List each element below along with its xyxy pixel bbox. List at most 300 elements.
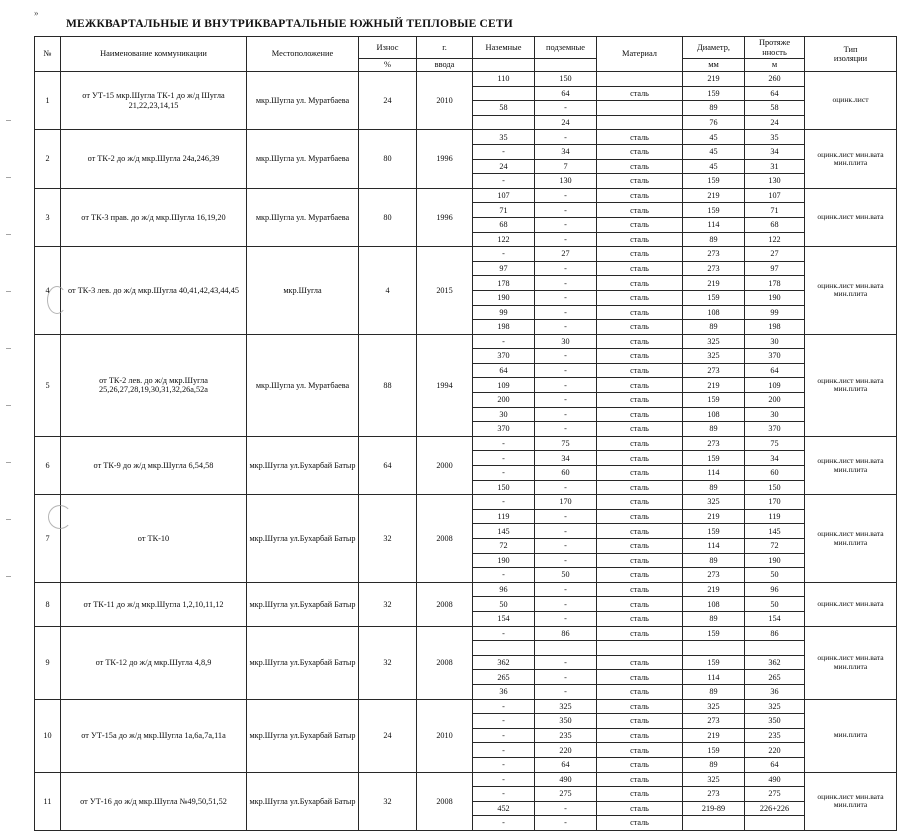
cell-overground: 110 (473, 72, 535, 87)
cell-overground: 109 (473, 378, 535, 393)
cell-length: 72 (745, 539, 805, 554)
table-row (35, 247, 897, 262)
cell-length: 109 (745, 378, 805, 393)
cell-material: сталь (597, 276, 683, 291)
cell-overground: 96 (473, 582, 535, 597)
cell-underground: 325 (535, 699, 597, 714)
cell-location: мкр.Шугла ул.Бухарбай Батыр (247, 582, 359, 626)
cell-diameter: 159 (683, 655, 745, 670)
cell-overground: - (473, 451, 535, 466)
table-body (35, 72, 897, 831)
cell-overground: 370 (473, 422, 535, 437)
th-length-line1: Протяже (758, 38, 791, 48)
cell-year: 2008 (417, 495, 473, 583)
cell-length: 96 (745, 582, 805, 597)
cell-length: 64 (745, 86, 805, 101)
cell-length: 119 (745, 509, 805, 524)
th-location: Местоположение (247, 37, 359, 72)
cell-diameter: 89 (683, 101, 745, 116)
cell-year: 2010 (417, 72, 473, 130)
cell-overground: 122 (473, 232, 535, 247)
cell-material: сталь (597, 728, 683, 743)
cell-diameter: 219 (683, 582, 745, 597)
cell-overground: 452 (473, 801, 535, 816)
cell-length: 200 (745, 393, 805, 408)
cell-overground: - (473, 699, 535, 714)
cell-diameter: 325 (683, 349, 745, 364)
cell-location: мкр.Шугла ул. Муратбаева (247, 130, 359, 188)
table-row (35, 772, 897, 787)
cell-insulation: оцинк.лист мин.вата мин.плита (805, 626, 897, 699)
cell-underground: - (535, 349, 597, 364)
cell-underground: - (535, 101, 597, 116)
cell-length: 325 (745, 699, 805, 714)
cell-material: сталь (597, 334, 683, 349)
cell-underground: - (535, 582, 597, 597)
cell-diameter: 159 (683, 524, 745, 539)
cell-overground: - (473, 495, 535, 510)
cell-material: сталь (597, 495, 683, 510)
cell-diameter: 273 (683, 247, 745, 262)
table-row (35, 334, 897, 349)
cell-name: от ТК-9 до ж/д мкр.Шугла 6,54,58 (61, 436, 247, 494)
cell-overground: 362 (473, 655, 535, 670)
cell-diameter: 45 (683, 159, 745, 174)
cell-insulation: оцинк.лист (805, 72, 897, 130)
cell-length: 150 (745, 480, 805, 495)
cell-diameter: 89 (683, 684, 745, 699)
cell-material: сталь (597, 217, 683, 232)
cell-diameter: 325 (683, 699, 745, 714)
cell-material: сталь (597, 247, 683, 262)
cell-material: сталь (597, 699, 683, 714)
cell-length: 265 (745, 670, 805, 685)
cell-length: 190 (745, 553, 805, 568)
cell-length: 31 (745, 159, 805, 174)
cell-underground: - (535, 203, 597, 218)
cell-insulation: оцинк.лист мин.вата (805, 582, 897, 626)
cell-length: 24 (745, 115, 805, 130)
cell-material: сталь (597, 232, 683, 247)
cell-length: 75 (745, 436, 805, 451)
cell-length: 198 (745, 320, 805, 335)
cell-insulation: оцинк.лист мин.вата мин.плита (805, 436, 897, 494)
cell-no: 6 (35, 436, 61, 494)
cell-no: 3 (35, 188, 61, 246)
cell-material: сталь (597, 582, 683, 597)
table-row (35, 436, 897, 451)
th-insulation-line1: Тип (843, 44, 858, 54)
cell-diameter: 108 (683, 407, 745, 422)
cell-material: сталь (597, 86, 683, 101)
cell-material: сталь (597, 305, 683, 320)
cell-overground: - (473, 144, 535, 159)
cell-length: 370 (745, 422, 805, 437)
cell-underground: - (535, 801, 597, 816)
cell-no: 1 (35, 72, 61, 130)
cell-diameter: 76 (683, 115, 745, 130)
cell-insulation: оцинк.лист мин.вата мин.плита (805, 247, 897, 335)
cell-material: сталь (597, 188, 683, 203)
cell-wear: 80 (359, 188, 417, 246)
cell-diameter: 114 (683, 466, 745, 481)
cell-insulation: оцинк.лист мин.вата мин.плита (805, 495, 897, 583)
cell-underground: - (535, 261, 597, 276)
cell-length: 34 (745, 144, 805, 159)
cell-name: от ТК-10 (61, 495, 247, 583)
cell-overground: 97 (473, 261, 535, 276)
cell-overground: - (473, 247, 535, 262)
cell-length: 36 (745, 684, 805, 699)
cell-diameter: 325 (683, 772, 745, 787)
cell-diameter: 89 (683, 611, 745, 626)
cell-wear: 4 (359, 247, 417, 335)
th-year: г. (417, 37, 473, 59)
table-row (35, 699, 897, 714)
cell-material: сталь (597, 320, 683, 335)
cell-underground: - (535, 611, 597, 626)
cell-diameter: 273 (683, 787, 745, 802)
table-row (35, 188, 897, 203)
cell-underground: 130 (535, 174, 597, 189)
table-row (35, 72, 897, 87)
cell-overground: - (473, 714, 535, 729)
cell-material: сталь (597, 159, 683, 174)
cell-material: сталь (597, 553, 683, 568)
cell-underground: 34 (535, 451, 597, 466)
cell-diameter: 89 (683, 232, 745, 247)
cell-diameter: 45 (683, 130, 745, 145)
cell-material: сталь (597, 144, 683, 159)
cell-underground: - (535, 539, 597, 554)
th-length-line2: нность (762, 47, 787, 57)
cell-wear: 80 (359, 130, 417, 188)
cell-length: 130 (745, 174, 805, 189)
cell-length: 35 (745, 130, 805, 145)
cell-year: 1996 (417, 130, 473, 188)
cell-underground: 7 (535, 159, 597, 174)
cell-diameter: 219 (683, 509, 745, 524)
cell-insulation: оцинк.лист мин.вата (805, 188, 897, 246)
cell-overground: - (473, 334, 535, 349)
cell-wear: 32 (359, 626, 417, 699)
cell-material: сталь (597, 363, 683, 378)
cell-overground: 50 (473, 597, 535, 612)
scan-smudge-lower (48, 505, 72, 529)
cell-underground (535, 641, 597, 656)
table-row (35, 582, 897, 597)
cell-material: сталь (597, 130, 683, 145)
cell-material: сталь (597, 422, 683, 437)
cell-no: 4 (35, 247, 61, 335)
cell-length: 86 (745, 626, 805, 641)
cell-overground: 178 (473, 276, 535, 291)
cell-underground: 34 (535, 144, 597, 159)
cell-year: 1996 (417, 188, 473, 246)
table-header (35, 37, 897, 72)
cell-overground: 24 (473, 159, 535, 174)
cell-name: от ТК-2 до ж/д мкр.Шугла 24а,246,39 (61, 130, 247, 188)
cell-diameter: 159 (683, 743, 745, 758)
cell-diameter: 45 (683, 144, 745, 159)
cell-length: 220 (745, 743, 805, 758)
scan-edge-artifacts (6, 120, 12, 680)
cell-length: 145 (745, 524, 805, 539)
cell-name: от УТ-16 до ж/д мкр.Шугла №49,50,51,52 (61, 772, 247, 830)
th-wear-unit: % (359, 59, 417, 72)
cell-name: от УТ-15 мкр.Шугла ТК-1 до ж/д Шугла 21,22,23,14,15 (61, 72, 247, 130)
cell-underground: 235 (535, 728, 597, 743)
cell-underground: - (535, 290, 597, 305)
th-insulation (805, 37, 897, 72)
cell-diameter: 219-89 (683, 801, 745, 816)
cell-wear: 24 (359, 72, 417, 130)
cell-overground: - (473, 728, 535, 743)
cell-diameter: 325 (683, 334, 745, 349)
cell-overground: 35 (473, 130, 535, 145)
cell-wear: 64 (359, 436, 417, 494)
cell-length: 154 (745, 611, 805, 626)
cell-length: 58 (745, 101, 805, 116)
cell-underground: 220 (535, 743, 597, 758)
cell-diameter: 114 (683, 217, 745, 232)
cell-length: 34 (745, 451, 805, 466)
cell-underground: 30 (535, 334, 597, 349)
cell-underground: - (535, 684, 597, 699)
cell-diameter: 114 (683, 539, 745, 554)
cell-length: 490 (745, 772, 805, 787)
th-no: № (35, 37, 61, 72)
cell-length: 362 (745, 655, 805, 670)
th-year-unit: ввода (417, 59, 473, 72)
cell-material: сталь (597, 772, 683, 787)
cell-diameter: 89 (683, 553, 745, 568)
cell-diameter: 159 (683, 290, 745, 305)
cell-overground: 36 (473, 684, 535, 699)
cell-underground: - (535, 232, 597, 247)
cell-overground: 370 (473, 349, 535, 364)
cell-length: 50 (745, 597, 805, 612)
cell-material: сталь (597, 787, 683, 802)
cell-diameter: 219 (683, 728, 745, 743)
cell-no: 2 (35, 130, 61, 188)
document-title: МЕЖКВАРТАЛЬНЫЕ И ВНУТРИКВАРТАЛЬНЫЕ ЮЖНЫЙ ТЕПЛОВЫЕ СЕТИ (66, 18, 513, 30)
cell-diameter: 108 (683, 305, 745, 320)
cell-year: 2000 (417, 436, 473, 494)
cell-overground: 58 (473, 101, 535, 116)
cell-material: сталь (597, 203, 683, 218)
cell-underground: 60 (535, 466, 597, 481)
cell-wear: 32 (359, 495, 417, 583)
cell-underground: 275 (535, 787, 597, 802)
cell-no: 10 (35, 699, 61, 772)
cell-name: от ТК-3 прав. до ж/д мкр.Шугла 16,19,20 (61, 188, 247, 246)
th-length-unit: м (745, 59, 805, 72)
cell-diameter (683, 641, 745, 656)
cell-underground: - (535, 509, 597, 524)
cell-diameter: 89 (683, 320, 745, 335)
cell-material (597, 101, 683, 116)
cell-underground: - (535, 393, 597, 408)
cell-material: сталь (597, 524, 683, 539)
cell-material: сталь (597, 626, 683, 641)
cell-overground: 145 (473, 524, 535, 539)
cell-insulation: мин.плита (805, 699, 897, 772)
cell-overground (473, 115, 535, 130)
cell-overground: - (473, 787, 535, 802)
cell-overground: 71 (473, 203, 535, 218)
cell-underground: - (535, 320, 597, 335)
cell-material: сталь (597, 539, 683, 554)
cell-length: 350 (745, 714, 805, 729)
cell-length: 71 (745, 203, 805, 218)
cell-length: 122 (745, 232, 805, 247)
cell-diameter: 159 (683, 203, 745, 218)
cell-overground: 198 (473, 320, 535, 335)
cell-material: сталь (597, 393, 683, 408)
cell-material: сталь (597, 670, 683, 685)
cell-underground: 75 (535, 436, 597, 451)
th-name: Наименование коммуникации (61, 37, 247, 72)
cell-underground: - (535, 407, 597, 422)
scan-smudge-upper (47, 286, 67, 314)
cell-year: 2015 (417, 247, 473, 335)
cell-length: 30 (745, 407, 805, 422)
cell-year: 2008 (417, 772, 473, 830)
cell-location: мкр.Шугла ул.Бухарбай Батыр (247, 626, 359, 699)
cell-year: 2008 (417, 626, 473, 699)
cell-diameter: 273 (683, 714, 745, 729)
cell-wear: 88 (359, 334, 417, 436)
cell-underground: 24 (535, 115, 597, 130)
th-overground: Наземные (473, 37, 535, 59)
cell-wear: 32 (359, 772, 417, 830)
cell-wear: 32 (359, 582, 417, 626)
cell-overground: 30 (473, 407, 535, 422)
cell-length: 68 (745, 217, 805, 232)
cell-length: 275 (745, 787, 805, 802)
cell-underground: 350 (535, 714, 597, 729)
cell-overground: 99 (473, 305, 535, 320)
th-diameter: Диаметр, (683, 37, 745, 59)
cell-diameter: 219 (683, 72, 745, 87)
cell-name: от УТ-15а до ж/д мкр.Шугла 1а,6а,7а,11а (61, 699, 247, 772)
cell-underground: - (535, 670, 597, 685)
cell-material: сталь (597, 655, 683, 670)
cell-underground: - (535, 422, 597, 437)
cell-length (745, 816, 805, 831)
cell-underground: - (535, 378, 597, 393)
cell-underground: 150 (535, 72, 597, 87)
cell-diameter: 219 (683, 276, 745, 291)
cell-material (597, 641, 683, 656)
cell-overground: 190 (473, 553, 535, 568)
cell-underground: - (535, 363, 597, 378)
cell-diameter: 273 (683, 436, 745, 451)
cell-diameter: 159 (683, 86, 745, 101)
cell-underground: - (535, 597, 597, 612)
cell-length: 64 (745, 757, 805, 772)
cell-overground: - (473, 757, 535, 772)
cell-diameter: 219 (683, 188, 745, 203)
cell-material: сталь (597, 174, 683, 189)
cell-insulation: оцинк.лист мин.вата мин.плита (805, 130, 897, 188)
cell-material: сталь (597, 451, 683, 466)
cell-underground: - (535, 816, 597, 831)
heating-networks-table (34, 36, 897, 831)
cell-insulation: оцинк.лист мин.вата мин.плита (805, 334, 897, 436)
cell-diameter: 325 (683, 495, 745, 510)
cell-overground (473, 641, 535, 656)
cell-wear: 24 (359, 699, 417, 772)
cell-diameter: 89 (683, 757, 745, 772)
cell-year: 1994 (417, 334, 473, 436)
cell-underground: - (535, 553, 597, 568)
cell-material: сталь (597, 290, 683, 305)
cell-length: 107 (745, 188, 805, 203)
cell-length: 235 (745, 728, 805, 743)
cell-overground: 150 (473, 480, 535, 495)
cell-overground: - (473, 816, 535, 831)
cell-length: 64 (745, 363, 805, 378)
cell-material: сталь (597, 757, 683, 772)
cell-length: 30 (745, 334, 805, 349)
cell-year: 2008 (417, 582, 473, 626)
cell-no: 9 (35, 626, 61, 699)
cell-name: от ТК-3 лев. до ж/д мкр.Шугла 40,41,42,43,44,45 (61, 247, 247, 335)
cell-length: 97 (745, 261, 805, 276)
cell-diameter: 273 (683, 363, 745, 378)
cell-overground: - (473, 436, 535, 451)
cell-underground: 64 (535, 86, 597, 101)
cell-overground: 190 (473, 290, 535, 305)
cell-material: сталь (597, 743, 683, 758)
cell-underground: 64 (535, 757, 597, 772)
cell-overground: 200 (473, 393, 535, 408)
cell-no: 11 (35, 772, 61, 830)
cell-name: от ТК-12 до ж/д мкр.Шугла 4,8,9 (61, 626, 247, 699)
table-row (35, 626, 897, 641)
cell-material: сталь (597, 684, 683, 699)
cell-underground: - (535, 130, 597, 145)
cell-underground: 86 (535, 626, 597, 641)
cell-material: сталь (597, 480, 683, 495)
cell-underground: 50 (535, 568, 597, 583)
cell-underground: - (535, 217, 597, 232)
cell-length: 170 (745, 495, 805, 510)
cell-location: мкр.Шугла ул. Муратбаева (247, 188, 359, 246)
cell-location: мкр.Шугла (247, 247, 359, 335)
cell-diameter: 159 (683, 626, 745, 641)
th-underground-unit (535, 59, 597, 72)
cell-material: сталь (597, 407, 683, 422)
cell-length: 260 (745, 72, 805, 87)
cell-year: 2010 (417, 699, 473, 772)
th-diameter-unit: мм (683, 59, 745, 72)
cell-location: мкр.Шугла ул.Бухарбай Батыр (247, 772, 359, 830)
cell-material (597, 72, 683, 87)
th-length (745, 37, 805, 59)
cell-length: 178 (745, 276, 805, 291)
cell-length: 370 (745, 349, 805, 364)
cell-material: сталь (597, 597, 683, 612)
cell-length: 99 (745, 305, 805, 320)
cell-underground: - (535, 276, 597, 291)
cell-material: сталь (597, 466, 683, 481)
cell-material: сталь (597, 378, 683, 393)
table-row (35, 495, 897, 510)
cell-location: мкр.Шугла ул. Муратбаева (247, 72, 359, 130)
